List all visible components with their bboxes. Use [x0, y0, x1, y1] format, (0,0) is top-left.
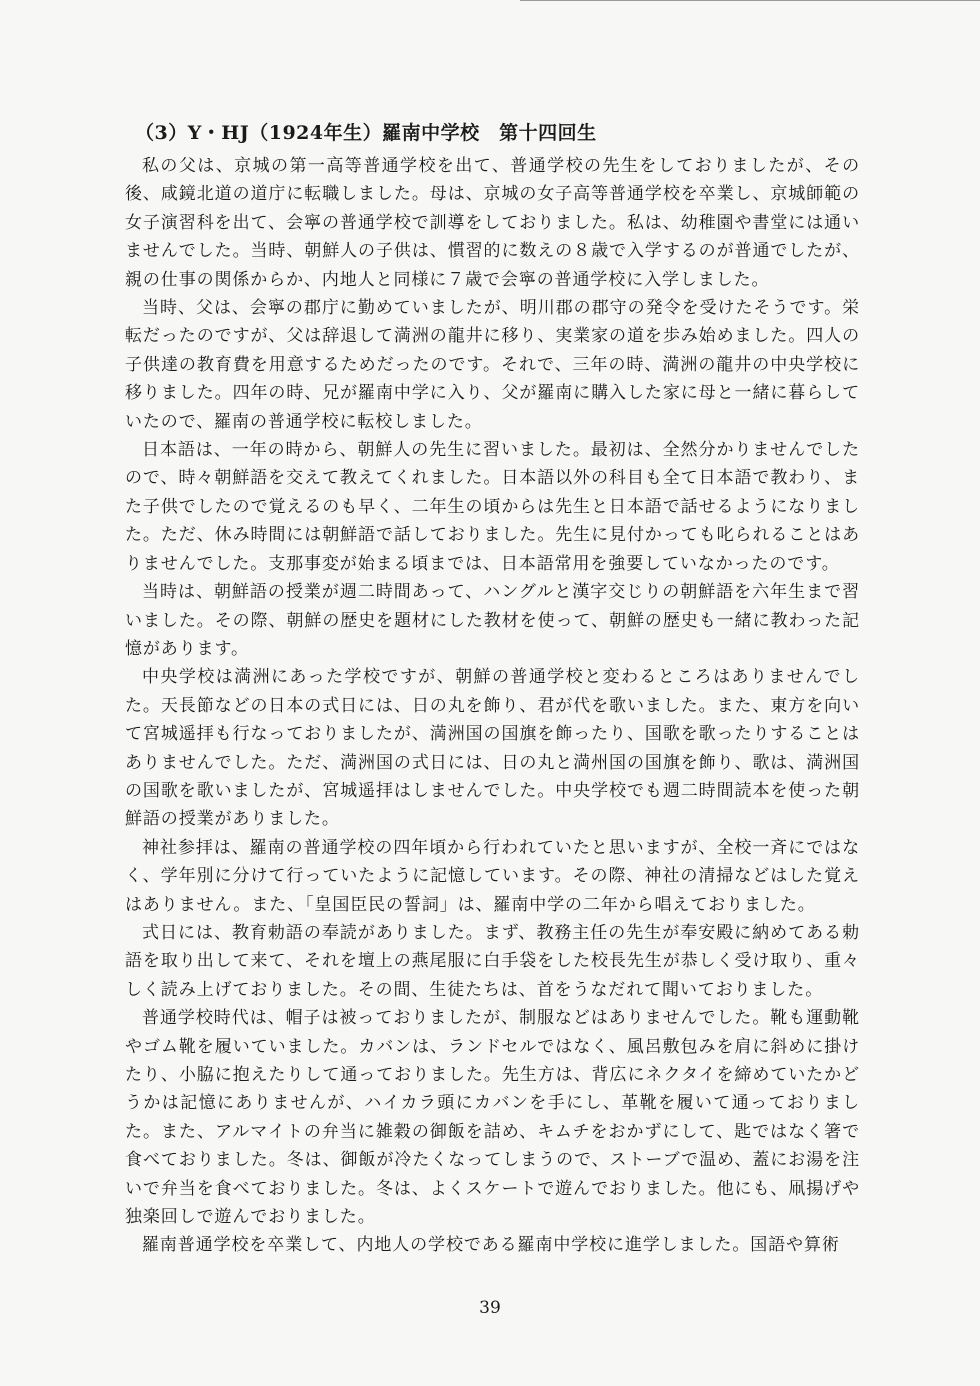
paragraph-7: 式日には、教育勅語の奉読がありました。まず、教務主任の先生が奉安殿に納めてある勅語を取り出して来て、それを壇上の燕尾服に白手袋をした校長先生が恭しく受け取り、重々しく読み上げておりました。その間、生徒たちは、首をうなだれて聞いておりました。 [125, 922, 860, 1000]
paragraph-4: 当時は、朝鮮語の授業が週二時間あって、ハングルと漢字交じりの朝鮮語を六年生まで習いました。その際、朝鮮の歴史を題材にした教材を使って、朝鮮の歴史も一緒に教わった記憶があります。 [125, 582, 860, 659]
document-page [125, 118, 860, 1260]
scan-edge-line [520, 0, 980, 7]
page-number: 39 [479, 1298, 501, 1318]
paragraph-3: 日本語は、一年の時から、朝鮮人の先生に習いました。最初は、全然分かりませんでしたので、時々朝鮮語を交えて教えてくれました。日本語以外の科目も全て日本語で教わり、また子供でしたので覚えるのも早く、二年生の頃からは先生と日本語で話せるようになりました。ただ、休み時間には朝鮮語で話しておりました。先生に見付かっても叱られることはありませんでした。支那事変が始まる頃までは、日本語常用を強要していなかったのです。 [125, 440, 860, 574]
section-heading: （3）Y・HJ（1924年生）羅南中学校 第十四回生 [135, 122, 597, 144]
paragraph-6: 神社参拝は、羅南の普通学校の四年頃から行われていたと思いますが、全校一斉にではなく、学年別に分けて行っていたように記憶しています。その際、神社の清掃などはした覚えはありません。また、「皇国臣民の誓詞」は、羅南中学の二年から唱えておりました。 [125, 837, 860, 915]
paragraph-5: 中央学校は満洲にあった学校ですが、朝鮮の普通学校と変わるところはありませんでした。天長節などの日本の式日には、日の丸を飾り、君が代を歌いました。また、東方を向いて宮城遥拝も行なっておりましたが、満洲国の国旗を飾ったり、国歌を歌ったりすることはありませんでした。ただ、満洲国の式日には、日の丸と満州国の国旗を飾り、歌は、満洲国の国歌を歌いましたが、宮城遥拝はしませんでした。中央学校でも週二時間読本を使った朝鮮語の授業がありました。 [125, 667, 860, 830]
paragraph-2: 当時、父は、会寧の郡庁に勤めていましたが、明川郡の郡守の発令を受けたそうです。栄転だったのですが、父は辞退して満洲の龍井に移り、実業家の道を歩み始めました。四人の子供達の教育費を用意するためだったのです。それで、三年の時、満洲の龍井の中央学校に移りました。四年の時、兄が羅南中学に入り、父が羅南に購入した家に母と一緒に暮らしていたので、羅南の普通学校に転校しました。 [125, 298, 860, 432]
paragraph-8: 普通学校時代は、帽子は被っておりましたが、制服などはありませんでした。靴も運動靴やゴム靴を履いていました。カバンは、ランドセルではなく、風呂敷包みを肩に斜めに掛けたり、小脇に抱えたりして通っておりました。先生方は、背広にネクタイを締めていたかどうかは記憶にありませんが、ハイカラ頭にカバンを手にし、革靴を履いて通っておりました。また、アルマイトの弁当に雑穀の御飯を詰め、キムチをおかずにして、匙ではなく箸で食べておりました。冬は、御飯が冷たくなってしまうので、ストーブで温め、蓋にお湯を注いで弁当を食べておりました。冬は、よくスケートで遊んでおりました。他にも、凧揚げや独楽回しで遊んでおりました。 [125, 1008, 860, 1228]
paragraph-9: 羅南普通学校を卒業して、内地人の学校である羅南中学校に進学しました。国語や算術 [142, 1235, 840, 1256]
paragraph-1: 私の父は、京城の第一高等普通学校を出て、普通学校の先生をしておりましたが、その後、咸鏡北道の道庁に転職しました。母は、京城の女子高等普通学校を卒業し、京城師範の女子演習科を出て、会寧の普通学校で訓導をしておりました。私は、幼稚園や書堂には通いませんでした。当時、朝鮮人の子供は、慣習的に数えの８歳で入学するのが普通でしたが、親の仕事の関係からか、内地人と同様に７歳で会寧の普通学校に入学しました。 [125, 156, 860, 290]
